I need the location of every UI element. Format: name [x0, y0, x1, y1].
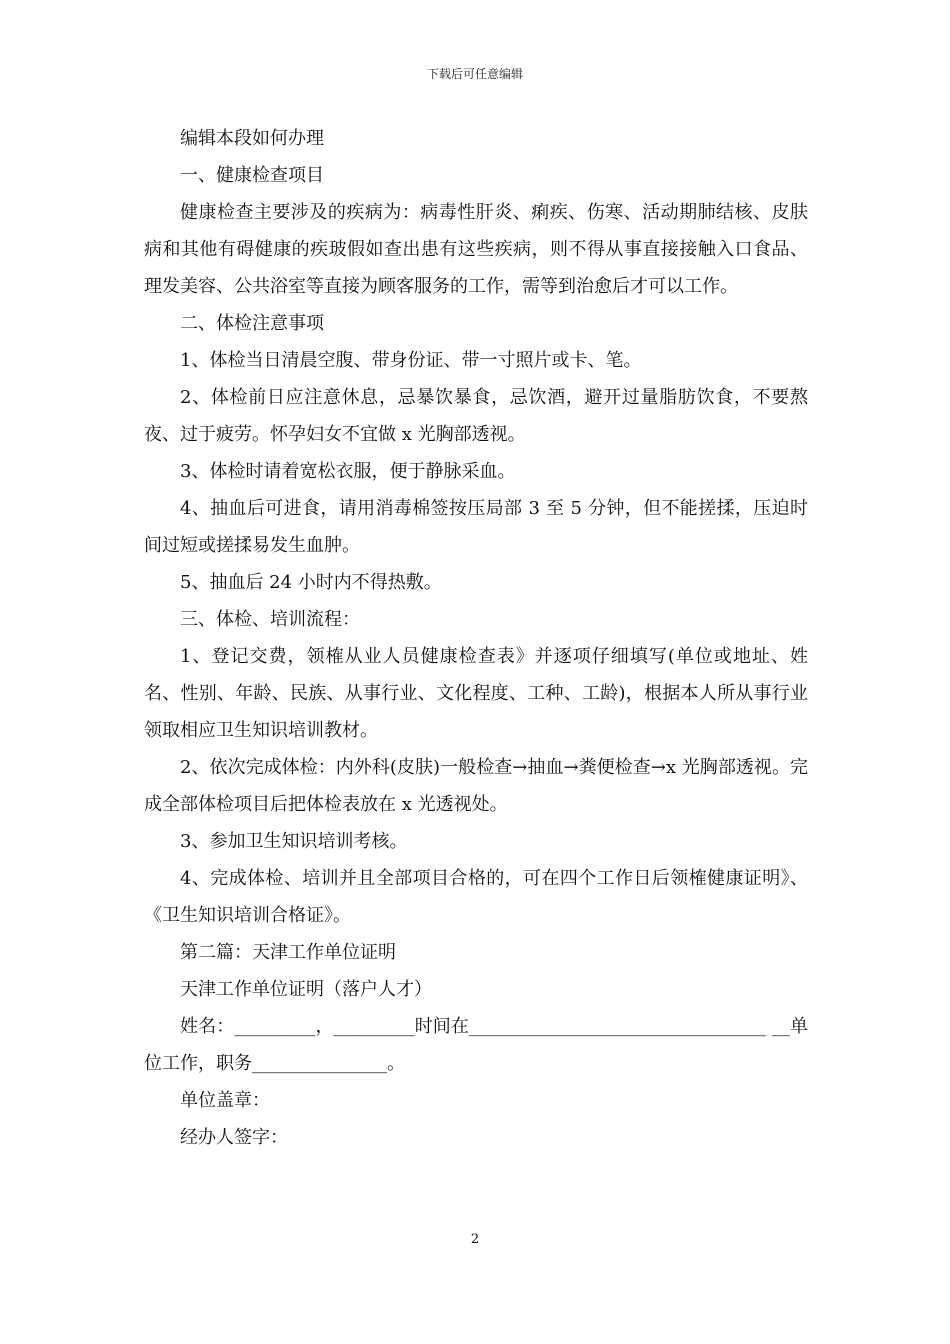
precaution-item-1: 1、体检当日清晨空腹、带身份证、带一寸照片或卡、笔。 — [180, 350, 642, 371]
page-header: 下载后可任意编辑 — [426, 67, 523, 81]
section-link-heading: 编辑本段如何办理 — [180, 128, 324, 149]
precaution-item-4: 4、抽血后可进食，请用消毒棉签按压局部 3 至 5 分钟，但不能搓揉，压迫时间过短或搓揉易发生血肿。 — [144, 498, 808, 556]
section-heading-precautions: 二、体检注意事项 — [180, 313, 324, 334]
unit-seal-label: 单位盖章： — [180, 1090, 270, 1111]
certificate-form-line: 姓名：_________，_________时间在_________________________________ __单位工作，职务_______________。 — [144, 1016, 808, 1074]
handler-signature-label: 经办人签字： — [180, 1127, 288, 1148]
precaution-item-5: 5、抽血后 24 小时内不得热敷。 — [180, 572, 442, 593]
process-step-1: 1、登记交费，领榷从业人员健康检查表》并逐项仔细填写(单位或地址、姓名、性别、年龄、民族、从事行业、文化程度、工种、工龄)，根据本人所从事行业领取相应卫生知识培训教材。 — [144, 646, 808, 741]
document-body — [144, 120, 808, 1156]
page-number: 2 — [470, 1232, 480, 1247]
section-heading-health-check: 一、健康检查项目 — [180, 165, 324, 186]
process-step-2: 2、依次完成体检：内外科(皮肤)一般检查→抽血→粪便检查→x 光胸部透视。完成全部体检项目后把体检表放在 x 光透视处。 — [144, 757, 808, 815]
process-step-4: 4、完成体检、培训并且全部项目合格的，可在四个工作日后领榷健康证明》、《卫生知识培训合格证》。 — [144, 868, 808, 926]
paragraph-health-check-diseases: 健康检查主要涉及的疾病为：病毒性肝炎、痢疾、伤寒、活动期肺结核、皮肤病和其他有碍健康的疾玻假如查出患有这些疾病，则不得从事直接接触入口食品、理发美容、公共浴室等直接为顾客服务的工作，需等到治愈后才可以工作。 — [144, 202, 808, 297]
chapter-heading: 第二篇：天津工作单位证明 — [180, 942, 396, 963]
precaution-item-2: 2、体检前日应注意休息，忌暴饮暴食，忌饮酒，避开过量脂肪饮食，不要熬夜、过于疲劳。怀孕妇女不宜做 x 光胸部透视。 — [144, 387, 808, 445]
certificate-title: 天津工作单位证明（落户人才） — [180, 979, 432, 1000]
process-step-3: 3、参加卫生知识培训考核。 — [180, 831, 408, 852]
section-heading-process: 三、体检、培训流程： — [180, 609, 360, 630]
precaution-item-3: 3、体检时请着宽松衣服，便于静脉采血。 — [180, 461, 516, 482]
